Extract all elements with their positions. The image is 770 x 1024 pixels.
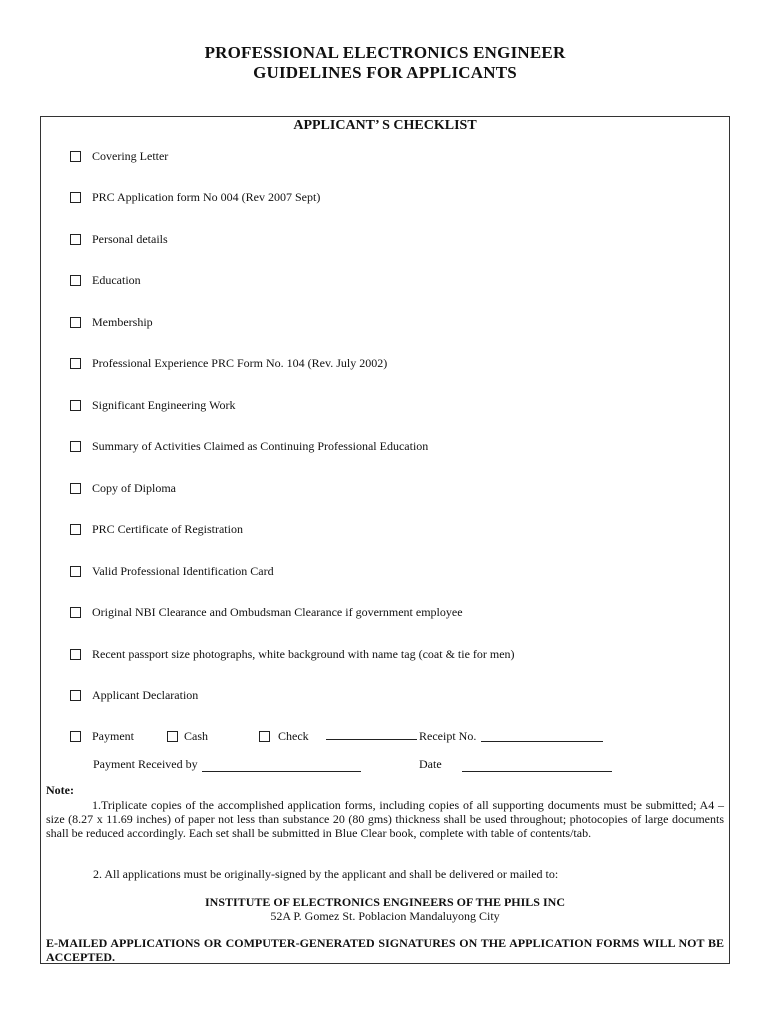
check-label: Check (278, 729, 309, 743)
check-number-line[interactable] (326, 729, 417, 740)
checklist-item[interactable] (70, 647, 515, 662)
payment-received-row (93, 757, 653, 773)
checklist-item[interactable] (70, 315, 153, 330)
checklist-item-label: PRC Certificate of Registration (92, 522, 243, 536)
checkbox[interactable] (70, 275, 81, 286)
cash-option[interactable] (167, 729, 208, 744)
receipt-label: Receipt No. (419, 729, 477, 743)
checkbox[interactable] (70, 151, 81, 162)
checklist-item-label: Recent passport size photographs, white background with name tag (coat & tie for men) (92, 647, 515, 661)
checklist-title: APPLICANT’ S CHECKLIST (293, 118, 477, 133)
checkbox[interactable] (70, 317, 81, 328)
checklist-item[interactable] (70, 522, 243, 537)
checklist-item-label: Significant Engineering Work (92, 398, 236, 412)
checkbox[interactable] (70, 483, 81, 494)
checklist-item-label: Applicant Declaration (92, 688, 199, 702)
institute-address: 52A P. Gomez St. Poblacion Mandaluyong City (270, 909, 500, 923)
checklist-item[interactable] (70, 232, 168, 247)
received-by-label: Payment Received by (93, 757, 198, 771)
checkbox[interactable] (70, 566, 81, 577)
received-by-line[interactable] (202, 761, 361, 772)
institute-name: INSTITUTE OF ELECTRONICS ENGINEERS OF THE PHILS INC (205, 895, 565, 909)
check-checkbox[interactable] (259, 731, 270, 742)
checklist-item[interactable] (70, 356, 387, 371)
date-line[interactable] (462, 761, 612, 772)
receipt-line[interactable] (481, 731, 603, 742)
cash-label: Cash (184, 729, 208, 743)
checkbox[interactable] (70, 649, 81, 660)
checklist-item[interactable] (70, 149, 168, 164)
checklist-item-label: Professional Experience PRC Form No. 104 (Rev. July 2002) (92, 356, 388, 370)
checkbox[interactable] (70, 690, 81, 701)
checklist-item[interactable] (70, 439, 428, 454)
checkbox[interactable] (70, 400, 81, 411)
checkbox[interactable] (70, 524, 81, 535)
note-heading: Note: (46, 783, 74, 797)
payment-row (70, 729, 670, 745)
document-subtitle: GUIDELINES FOR APPLICANTS (253, 63, 517, 82)
checklist-item-label: Membership (92, 315, 153, 329)
checklist-item-label: Original NBI Clearance and Ombudsman Clearance if government employee (92, 605, 463, 619)
checklist-item[interactable] (70, 481, 176, 496)
checklist-item[interactable] (70, 273, 141, 288)
payment-label: Payment (92, 729, 134, 743)
checklist-item-label: PRC Application form No 004 (Rev 2007 Sept) (92, 190, 321, 204)
checkbox[interactable] (70, 192, 81, 203)
checklist-item-label: Personal details (92, 232, 168, 246)
checklist-item[interactable] (70, 564, 274, 579)
received-by-field (93, 757, 361, 772)
checkbox[interactable] (70, 234, 81, 245)
date-field (419, 757, 612, 772)
checklist-item[interactable] (70, 688, 198, 703)
note-paragraph-1: 1.Triplicate copies of the accomplished application forms, including copies of all supporting documents must be submitted; A4 –size (8.27 x 11.69 inches) of paper not less than substance 20 (80 gms) thickness shall be used throughout; photocopies of large documents shall be reduced accordingly. Each set shall be submitted in Blue Clear book, complete with table of contents/tab. (46, 798, 724, 840)
checklist-item-label: Covering Letter (92, 149, 169, 163)
checklist-item[interactable] (70, 398, 235, 413)
checkbox[interactable] (70, 441, 81, 452)
warning-notice: E-MAILED APPLICATIONS OR COMPUTER-GENERATED SIGNATURES ON THE APPLICATION FORMS WILL NOT BE ACCEPTED. (46, 936, 724, 964)
checklist-item[interactable] (70, 190, 320, 205)
checklist-item-label: Education (92, 273, 141, 287)
receipt-field (419, 729, 603, 744)
checkbox[interactable] (70, 358, 81, 369)
checklist-item-label: Valid Professional Identification Card (92, 564, 274, 578)
payment-option[interactable] (70, 729, 134, 744)
cash-checkbox[interactable] (167, 731, 178, 742)
document-title: PROFESSIONAL ELECTRONICS ENGINEER (204, 43, 566, 62)
check-number-field[interactable] (326, 729, 417, 740)
checklist-item-label: Summary of Activities Claimed as Continuing Professional Education (92, 439, 429, 453)
checklist-item-label: Copy of Diploma (92, 481, 176, 495)
checklist-item[interactable] (70, 605, 463, 620)
checkbox[interactable] (70, 607, 81, 618)
check-option[interactable] (259, 729, 309, 744)
payment-checkbox[interactable] (70, 731, 81, 742)
note-paragraph-2: 2. All applications must be originally-signed by the applicant and shall be delivered or mailed to: (93, 867, 559, 881)
date-label: Date (419, 757, 442, 771)
